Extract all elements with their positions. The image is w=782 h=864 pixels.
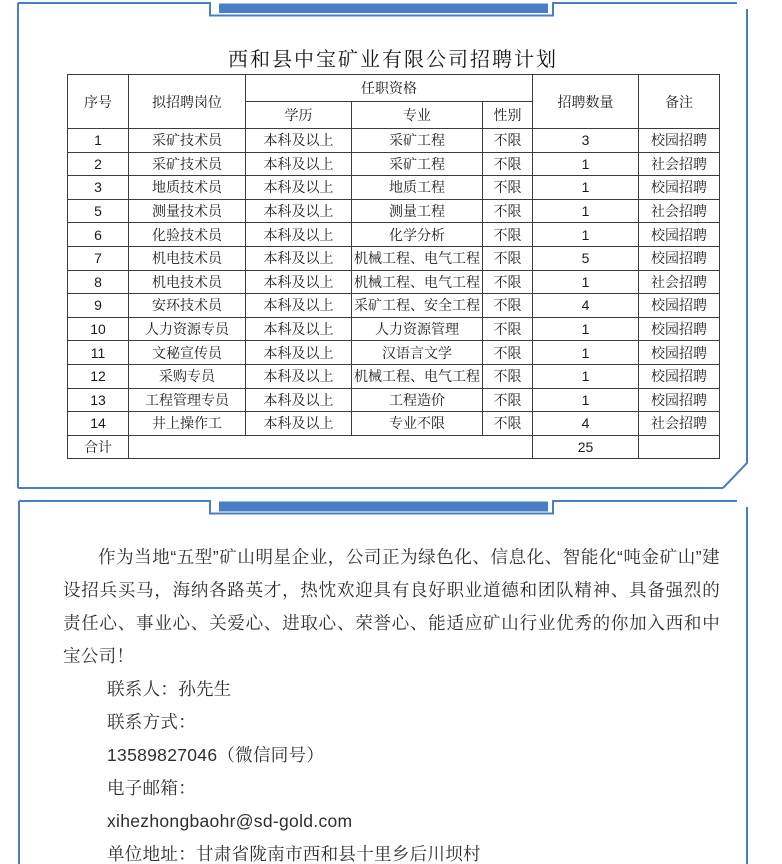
cell-position: 人力资源专员	[129, 317, 246, 341]
recruitment-table-body	[68, 129, 720, 436]
total-remark-empty	[639, 435, 720, 459]
cell-education: 本科及以上	[246, 341, 352, 365]
cell-major: 地质工程	[352, 176, 483, 200]
cell-count: 1	[533, 223, 639, 247]
contact-email: xihezhongbaohr@sd-gold.com	[107, 811, 353, 831]
cell-major: 机械工程、电气工程	[352, 364, 483, 388]
cell-education: 本科及以上	[246, 412, 352, 436]
cell-education: 本科及以上	[246, 223, 352, 247]
cell-no: 3	[68, 176, 129, 200]
recruitment-table-header	[68, 75, 720, 129]
total-row	[68, 435, 720, 459]
cell-remark: 校园招聘	[639, 294, 720, 318]
cell-no: 13	[68, 388, 129, 412]
cell-no: 7	[68, 246, 129, 270]
header-gender: 性别	[483, 102, 533, 129]
cell-no: 6	[68, 223, 129, 247]
cell-education: 本科及以上	[246, 388, 352, 412]
cell-gender: 不限	[483, 388, 533, 412]
cell-major: 机械工程、电气工程	[352, 270, 483, 294]
slide2-header-bar	[219, 502, 548, 512]
table-row	[68, 294, 720, 318]
cell-major: 采矿工程	[352, 152, 483, 176]
contact-address: 单位地址：甘肃省陇南市西和县十里乡后川坝村	[107, 844, 481, 864]
table-row	[68, 199, 720, 223]
header-remark: 备注	[639, 75, 720, 129]
cell-gender: 不限	[483, 364, 533, 388]
cell-remark: 社会招聘	[639, 152, 720, 176]
cell-gender: 不限	[483, 412, 533, 436]
cell-no: 5	[68, 199, 129, 223]
cell-remark: 社会招聘	[639, 199, 720, 223]
header-qualification: 任职资格	[246, 75, 533, 102]
cell-no: 10	[68, 317, 129, 341]
cell-position: 文秘宣传员	[129, 341, 246, 365]
cell-remark: 校园招聘	[639, 176, 720, 200]
cell-education: 本科及以上	[246, 364, 352, 388]
table-row	[68, 176, 720, 200]
cell-count: 1	[533, 270, 639, 294]
cell-remark: 校园招聘	[639, 246, 720, 270]
table-row	[68, 317, 720, 341]
cell-gender: 不限	[483, 317, 533, 341]
table-row	[68, 364, 720, 388]
recruitment-table-footer	[68, 435, 720, 459]
cell-count: 1	[533, 341, 639, 365]
cell-position: 工程管理专员	[129, 388, 246, 412]
cell-gender: 不限	[483, 223, 533, 247]
cell-position: 井上操作工	[129, 412, 246, 436]
cell-remark: 社会招聘	[639, 270, 720, 294]
cell-education: 本科及以上	[246, 246, 352, 270]
page-title: 西和县中宝矿业有限公司招聘计划	[228, 49, 558, 71]
cell-no: 11	[68, 341, 129, 365]
cell-position: 安环技术员	[129, 294, 246, 318]
cell-major: 采矿工程	[352, 129, 483, 153]
cell-major: 采矿工程、安全工程	[352, 294, 483, 318]
cell-education: 本科及以上	[246, 294, 352, 318]
cell-gender: 不限	[483, 129, 533, 153]
cell-count: 1	[533, 388, 639, 412]
cell-education: 本科及以上	[246, 152, 352, 176]
cell-gender: 不限	[483, 246, 533, 270]
table-row	[68, 412, 720, 436]
total-label: 合计	[68, 435, 129, 459]
contact-phone: 13589827046（微信同号）	[107, 745, 325, 765]
header-count: 招聘数量	[533, 75, 639, 129]
cell-gender: 不限	[483, 176, 533, 200]
cell-gender: 不限	[483, 152, 533, 176]
cell-major: 专业不限	[352, 412, 483, 436]
cell-count: 1	[533, 152, 639, 176]
cell-position: 地质技术员	[129, 176, 246, 200]
cell-count: 1	[533, 199, 639, 223]
cell-gender: 不限	[483, 341, 533, 365]
cell-education: 本科及以上	[246, 176, 352, 200]
cell-position: 化验技术员	[129, 223, 246, 247]
contact-email-label: 电子邮箱：	[107, 778, 196, 798]
cell-position: 机电技术员	[129, 270, 246, 294]
header-education: 学历	[246, 102, 352, 129]
table-row	[68, 129, 720, 153]
cell-gender: 不限	[483, 199, 533, 223]
cell-count: 1	[533, 176, 639, 200]
cell-position: 采矿技术员	[129, 129, 246, 153]
contact-person: 联系人：孙先生	[107, 679, 232, 699]
total-count: 25	[533, 435, 639, 459]
cell-position: 机电技术员	[129, 246, 246, 270]
cell-count: 4	[533, 294, 639, 318]
cell-education: 本科及以上	[246, 270, 352, 294]
table-row	[68, 270, 720, 294]
header-no: 序号	[68, 75, 129, 129]
cell-position: 采矿技术员	[129, 152, 246, 176]
cell-education: 本科及以上	[246, 199, 352, 223]
cell-position: 测量技术员	[129, 199, 246, 223]
intro-section	[63, 541, 720, 864]
cell-major: 机械工程、电气工程	[352, 246, 483, 270]
cell-no: 8	[68, 270, 129, 294]
cell-major: 化学分析	[352, 223, 483, 247]
cell-no: 12	[68, 364, 129, 388]
intro-paragraph: 作为当地“五型”矿山明星企业，公司正为绿色化、信息化、智能化“吨金矿山”建设招兵买马，海纳各路英才，热忱欢迎具有良好职业道德和团队精神、具备强烈的责任心、事业心、关爱心、进取心、荣誉心、能适应矿山行业优秀的你加入西和中宝公司！	[63, 547, 720, 666]
cell-no: 14	[68, 412, 129, 436]
cell-gender: 不限	[483, 294, 533, 318]
table-row	[68, 152, 720, 176]
cell-position: 采购专员	[129, 364, 246, 388]
cell-count: 3	[533, 129, 639, 153]
cell-remark: 校园招聘	[639, 317, 720, 341]
cell-major: 人力资源管理	[352, 317, 483, 341]
cell-education: 本科及以上	[246, 129, 352, 153]
cell-remark: 校园招聘	[639, 364, 720, 388]
table-row	[68, 223, 720, 247]
cell-education: 本科及以上	[246, 317, 352, 341]
cell-remark: 校园招聘	[639, 129, 720, 153]
cell-gender: 不限	[483, 270, 533, 294]
cell-remark: 校园招聘	[639, 223, 720, 247]
cell-count: 4	[533, 412, 639, 436]
header-major: 专业	[352, 102, 483, 129]
cell-remark: 社会招聘	[639, 412, 720, 436]
cell-count: 1	[533, 317, 639, 341]
cell-remark: 校园招聘	[639, 341, 720, 365]
cell-count: 1	[533, 364, 639, 388]
cell-remark: 校园招聘	[639, 388, 720, 412]
table-row	[68, 341, 720, 365]
table-row	[68, 388, 720, 412]
contact-method-label: 联系方式：	[107, 712, 196, 732]
cell-no: 9	[68, 294, 129, 318]
cell-no: 2	[68, 152, 129, 176]
cell-no: 1	[68, 129, 129, 153]
cell-major: 工程造价	[352, 388, 483, 412]
cell-major: 测量工程	[352, 199, 483, 223]
slide1-header-bar	[219, 4, 548, 14]
cell-count: 5	[533, 246, 639, 270]
recruitment-table	[67, 74, 719, 459]
header-position: 拟招聘岗位	[129, 75, 246, 129]
total-empty-span	[129, 435, 533, 459]
cell-major: 汉语言文学	[352, 341, 483, 365]
table-row	[68, 246, 720, 270]
